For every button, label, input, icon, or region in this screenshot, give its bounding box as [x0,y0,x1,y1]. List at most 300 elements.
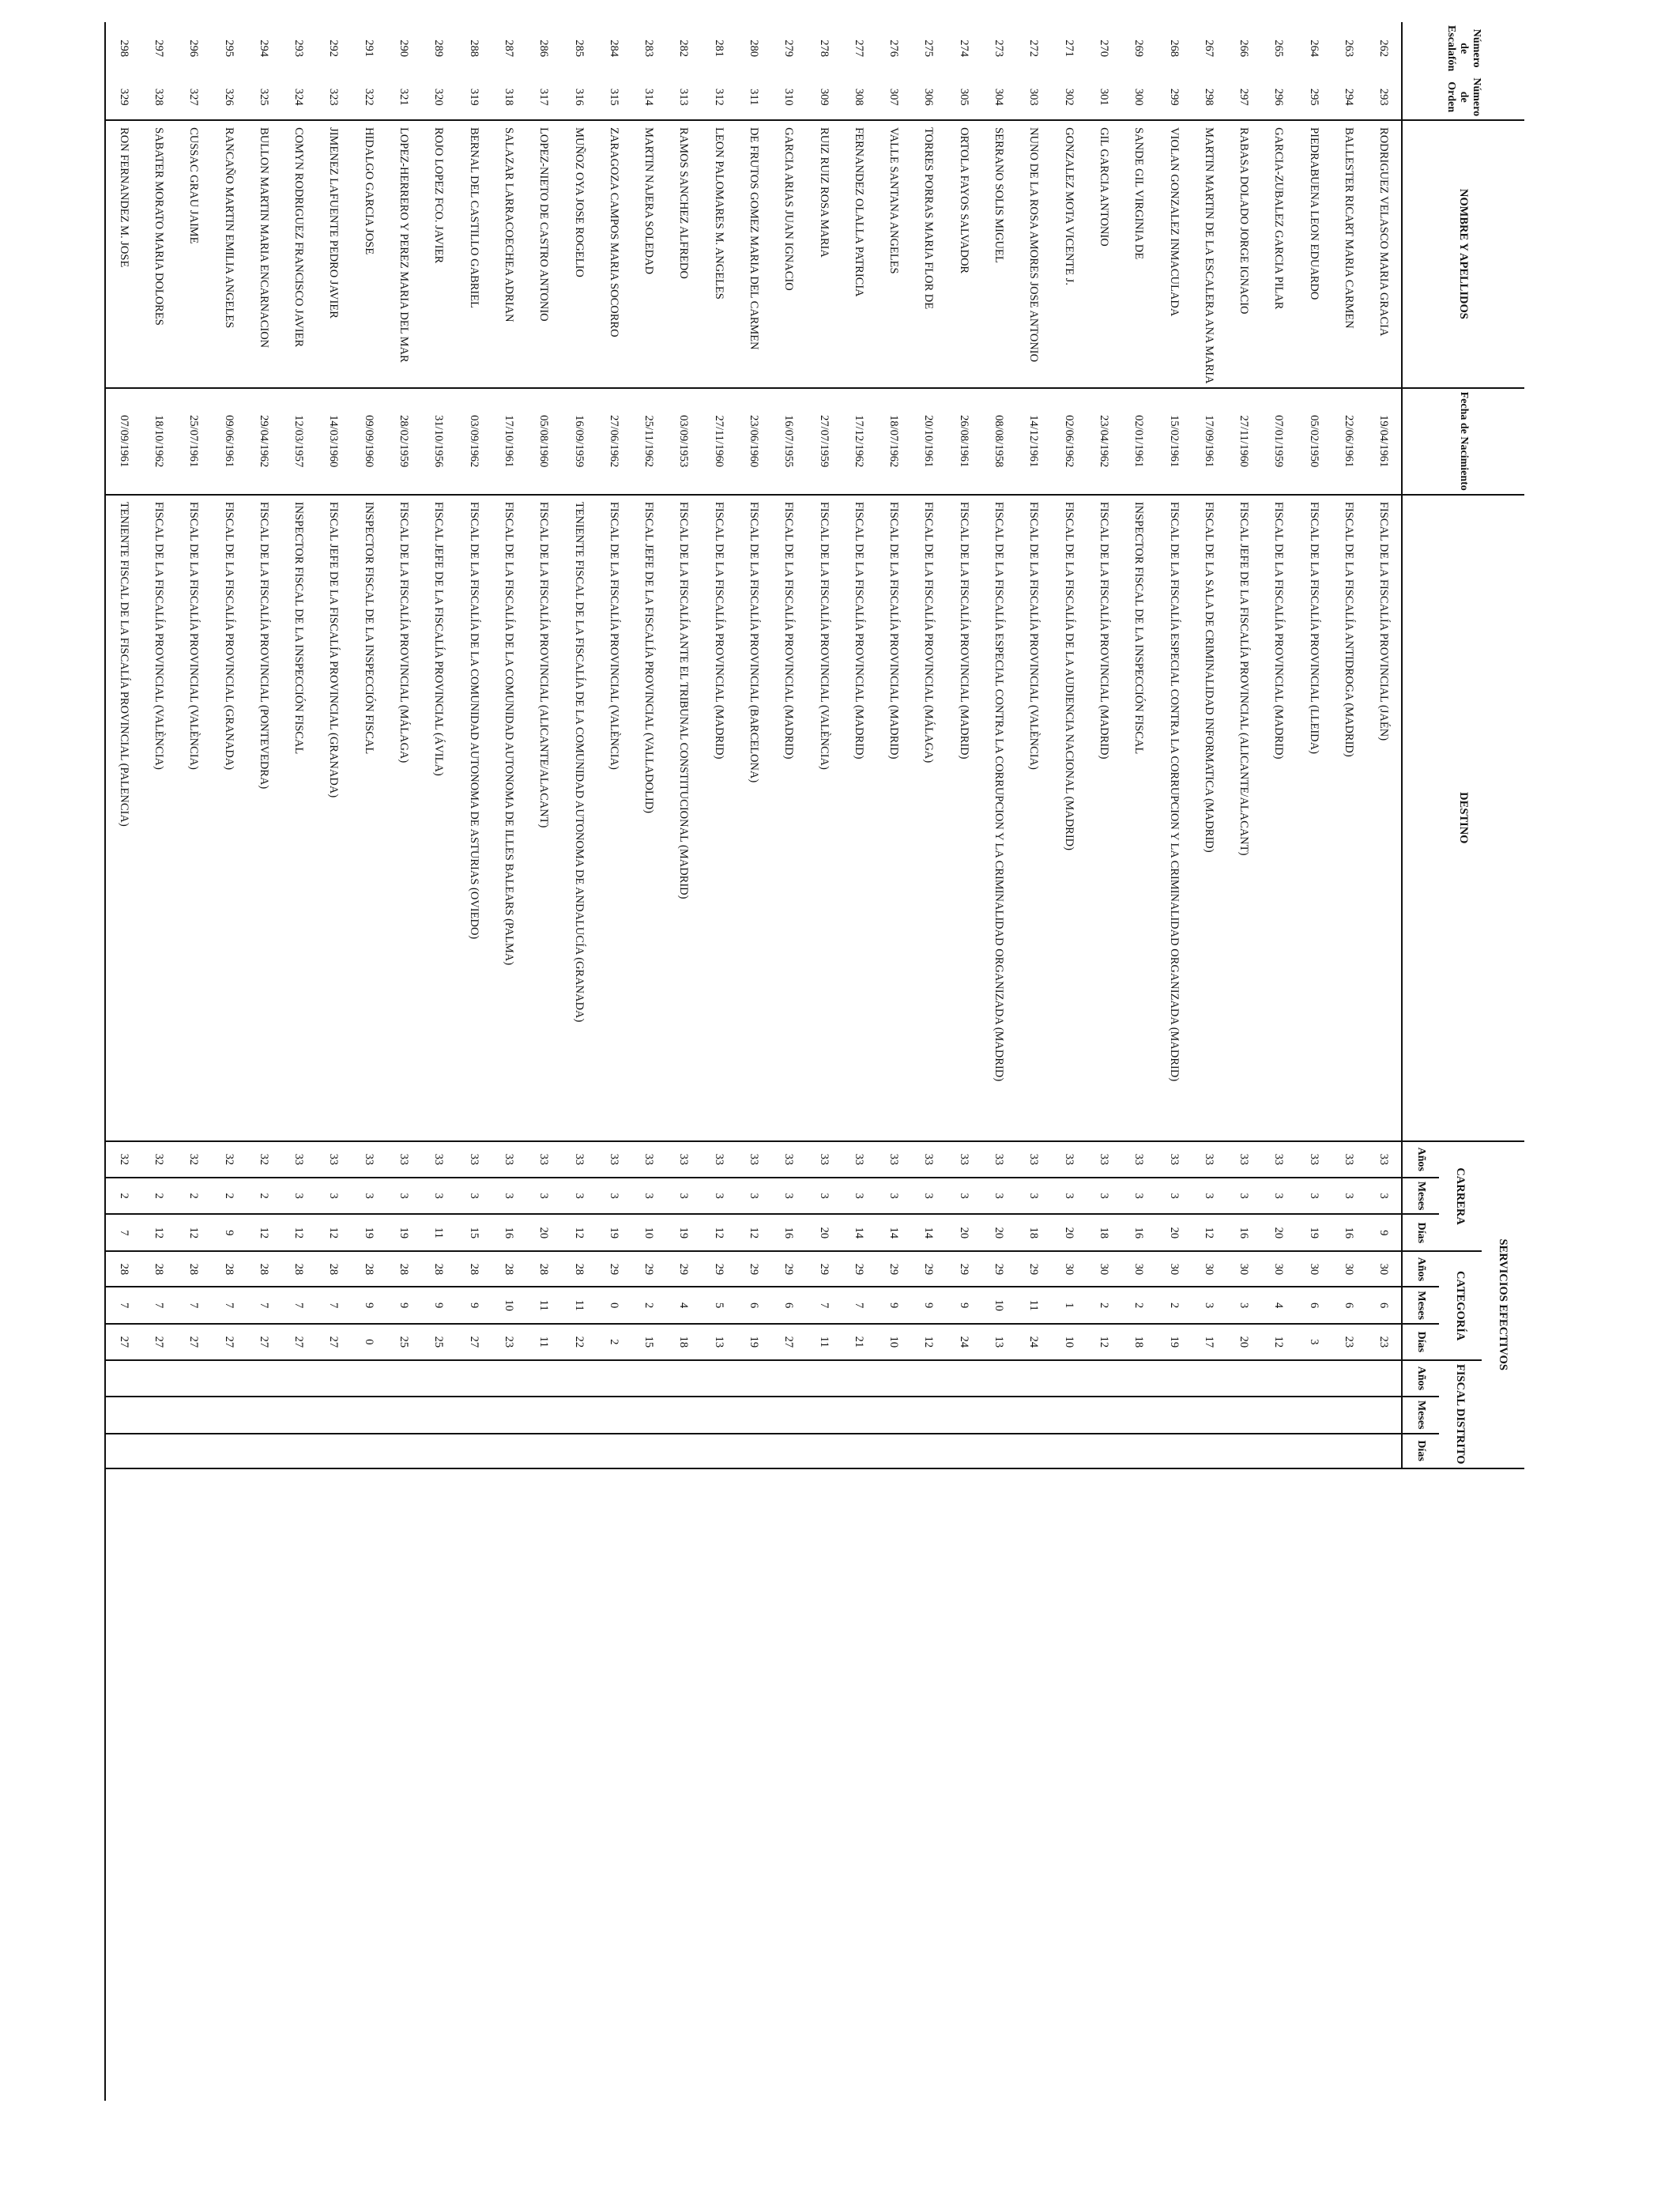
cell-carrera-meses: 3 [1226,1178,1261,1215]
cell-carrera-anos: 33 [701,1141,736,1178]
cell-destino: TENIENTE FISCAL DE LA FISCALÍA PROVINCIAL (PALENCIA) [105,495,141,1141]
cell-categoria-meses: 9 [386,1287,420,1324]
cell-fiscal-anos [491,1360,525,1397]
cell-categoria-anos: 29 [1016,1251,1051,1287]
cell-fiscal-anos [806,1360,841,1397]
cell-numero-orden: 314 [631,74,665,120]
cell-categoria-anos: 30 [1261,1251,1296,1287]
header-line: Escalafón [1445,25,1457,72]
header-line: de [1458,43,1470,55]
cell-nombre: MUÑOZ OYA JOSE ROGELIO [561,120,596,388]
cell-fiscal-dias [771,1434,806,1468]
cell-nombre: PIEDRABUENA LEON EDUARDO [1296,120,1331,388]
table-header [1402,22,1524,2101]
cell-carrera-dias: 14 [911,1214,946,1251]
cell-fecha: 12/03/1957 [281,388,316,495]
table-row [1156,22,1191,2101]
cell-fiscal-dias [1016,1434,1051,1468]
cell-destino: FISCAL DE LA FISCALÍA PROVINCIAL (ALICANTE/ALACANT) [526,495,561,1141]
cell-fecha: 20/10/1961 [911,388,946,495]
cell-fiscal-dias [281,1434,316,1468]
cell-fiscal-anos [316,1360,351,1397]
table-row [596,22,631,2101]
cell-numero-escalafon: 286 [537,40,551,58]
cell-numero-orden: 324 [281,74,316,120]
table-row [1051,22,1086,2101]
cell-carrera-anos: 32 [246,1141,281,1178]
cell-numero-escalafon: 282 [677,40,691,58]
table-row [105,22,141,2101]
cell-carrera-dias: 19 [386,1214,420,1251]
cell-fiscal-meses [316,1397,351,1434]
cell-numero-escalafon: 263 [1343,40,1356,58]
cell-fecha: 26/08/1961 [946,388,981,495]
cell-numero-orden: 318 [491,74,525,120]
cell-fiscal-anos [1086,1360,1121,1397]
cell-categoria-meses: 4 [666,1287,701,1324]
header-numero-escalafon [1402,22,1524,74]
cell-numero-orden: 305 [946,74,981,120]
cell-nombre: GARCIA ARIAS JUAN IGNACIO [771,120,806,388]
cell-carrera-anos: 32 [176,1141,211,1178]
cell-carrera-anos: 33 [806,1141,841,1178]
cell-destino: FISCAL DE LA FISCALÍA PROVINCIAL (MÁLAGA) [911,495,946,1141]
cell-numero-orden: 327 [176,74,211,120]
cell-blank [491,1468,525,2101]
cell-carrera-anos: 33 [281,1141,316,1178]
cell-carrera-anos: 32 [211,1141,246,1178]
header-blank [1402,1468,1524,2101]
cell-fiscal-dias [386,1434,420,1468]
cell-fecha: 17/09/1961 [1191,388,1226,495]
cell-fiscal-anos [561,1360,596,1397]
table-row [1016,22,1051,2101]
cell-blank [141,1468,175,2101]
cell-carrera-anos: 33 [1226,1141,1261,1178]
cell-fiscal-meses [1121,1397,1156,1434]
cell-categoria-meses: 11 [526,1287,561,1324]
cell-categoria-dias: 22 [561,1324,596,1360]
cell-fiscal-dias [351,1434,386,1468]
cell-categoria-dias: 25 [421,1324,456,1360]
cell-carrera-anos: 33 [526,1141,561,1178]
cell-carrera-anos: 33 [491,1141,525,1178]
cell-fecha: 27/11/1960 [1226,388,1261,495]
cell-fiscal-meses [981,1397,1015,1434]
cell-carrera-dias: 12 [281,1214,316,1251]
cell-fecha: 19/04/1961 [1366,388,1402,495]
cell-numero-escalafon: 270 [1097,40,1110,58]
table-row [1226,22,1261,2101]
cell-fiscal-anos [701,1360,736,1397]
table-row [526,22,561,2101]
table-row [736,22,770,2101]
cell-fiscal-anos [911,1360,946,1397]
cell-categoria-anos: 28 [351,1251,386,1287]
cell-carrera-meses: 3 [1296,1178,1331,1215]
cell-carrera-meses: 3 [281,1178,316,1215]
cell-destino: FISCAL DE LA FISCALÍA PROVINCIAL (MADRID) [1261,495,1296,1141]
cell-destino: FISCAL DE LA FISCALÍA PROVINCIAL (VALÈNCIA) [596,495,631,1141]
cell-nombre: BALLESTER RICART MARIA CARMEN [1331,120,1365,388]
cell-categoria-anos: 29 [736,1251,770,1287]
cell-destino: FISCAL DE LA FISCALÍA DE LA AUDIENCIA NACIONAL (MADRID) [1051,495,1086,1141]
cell-categoria-meses: 10 [491,1287,525,1324]
cell-carrera-meses: 3 [736,1178,770,1215]
cell-categoria-anos: 28 [421,1251,456,1287]
cell-carrera-meses: 3 [1366,1178,1402,1215]
cell-carrera-meses: 3 [771,1178,806,1215]
cell-numero-escalafon: 277 [852,40,865,58]
cell-fiscal-meses [736,1397,770,1434]
cell-fiscal-dias [1156,1434,1191,1468]
cell-carrera-dias: 16 [1331,1214,1365,1251]
cell-carrera-anos: 33 [351,1141,386,1178]
cell-fiscal-dias [1366,1434,1402,1468]
cell-categoria-meses: 2 [631,1287,665,1324]
cell-destino: FISCAL DE LA FISCALÍA DE LA COMUNIDAD AUTONOMA DE ILLES BALEARS (PALMA) [491,495,525,1141]
cell-categoria-dias: 2 [596,1324,631,1360]
cell-carrera-meses: 3 [841,1178,876,1215]
cell-fiscal-dias [1086,1434,1121,1468]
cell-numero-escalafon: 294 [257,40,270,58]
cell-numero-escalafon: 292 [327,40,341,58]
cell-blank [981,1468,1015,2101]
cell-numero-escalafon: 283 [642,40,656,58]
header-line: de [1458,91,1470,103]
cell-fiscal-meses [281,1397,316,1434]
table-row [246,22,281,2101]
cell-categoria-meses: 7 [841,1287,876,1324]
cell-categoria-meses: 1 [1051,1287,1086,1324]
cell-categoria-dias: 23 [1331,1324,1365,1360]
cell-categoria-dias: 27 [771,1324,806,1360]
cell-destino: FISCAL DE LA FISCALÍA PROVINCIAL (LLEIDA) [1296,495,1331,1141]
table-row [981,22,1015,2101]
cell-carrera-meses: 3 [806,1178,841,1215]
cell-fiscal-meses [141,1397,175,1434]
cell-blank [736,1468,770,2101]
cell-categoria-anos: 29 [771,1251,806,1287]
cell-blank [105,1468,141,2101]
cell-fecha: 16/09/1959 [561,388,596,495]
cell-blank [1016,1468,1051,2101]
cell-fecha: 14/03/1960 [316,388,351,495]
cell-carrera-anos: 33 [771,1141,806,1178]
cell-blank [1226,1468,1261,2101]
header-fiscal-distrito: FISCAL DISTRITO [1439,1360,1482,1468]
header-nombre: NOMBRE Y APELLIDOS [1402,120,1524,388]
cell-categoria-anos: 30 [1366,1251,1402,1287]
cell-fecha: 02/01/1961 [1121,388,1156,495]
cell-numero-orden: 304 [981,74,1015,120]
cell-carrera-dias: 20 [1156,1214,1191,1251]
cell-categoria-dias: 21 [841,1324,876,1360]
cell-carrera-dias: 14 [841,1214,876,1251]
cell-categoria-anos: 29 [701,1251,736,1287]
cell-fiscal-anos [246,1360,281,1397]
header-line: Orden [1445,81,1457,113]
cell-nombre: MARTIN NAJERA SOLEDAD [631,120,665,388]
header-categoria-anos: Años [1402,1251,1439,1287]
cell-fecha: 31/10/1956 [421,388,456,495]
cell-carrera-dias: 12 [561,1214,596,1251]
cell-carrera-dias: 19 [1296,1214,1331,1251]
cell-carrera-dias: 19 [596,1214,631,1251]
cell-blank [351,1468,386,2101]
cell-fecha: 22/06/1961 [1331,388,1365,495]
cell-categoria-dias: 19 [736,1324,770,1360]
cell-categoria-meses: 9 [946,1287,981,1324]
cell-carrera-anos: 33 [631,1141,665,1178]
cell-fiscal-dias [1331,1434,1365,1468]
escalafon-table [104,22,1524,2101]
cell-fecha: 02/06/1962 [1051,388,1086,495]
cell-categoria-dias: 11 [526,1324,561,1360]
cell-fiscal-dias [736,1434,770,1468]
cell-destino: FISCAL DE LA FISCALÍA PROVINCIAL (PONTEVEDRA) [246,495,281,1141]
cell-destino: FISCAL DE LA FISCALÍA PROVINCIAL (MADRID) [876,495,911,1141]
cell-categoria-anos: 28 [316,1251,351,1287]
cell-blank [456,1468,491,2101]
cell-fiscal-anos [596,1360,631,1397]
cell-destino: FISCAL DE LA FISCALÍA DE LA COMUNIDAD AUTONOMA DE ASTURIAS (OVIEDO) [456,495,491,1141]
cell-blank [316,1468,351,2101]
cell-nombre: DE FRUTOS GOMEZ MARIA DEL CARMEN [736,120,770,388]
cell-carrera-meses: 3 [1156,1178,1191,1215]
cell-numero-escalafon: 276 [887,40,901,58]
cell-nombre: RUIZ RUIZ ROSA MARIA [806,120,841,388]
table-row [946,22,981,2101]
cell-categoria-dias: 10 [876,1324,911,1360]
cell-categoria-anos: 29 [806,1251,841,1287]
cell-categoria-dias: 27 [176,1324,211,1360]
cell-categoria-dias: 24 [946,1324,981,1360]
cell-numero-escalafon: 274 [957,40,970,58]
cell-categoria-anos: 28 [281,1251,316,1287]
cell-fiscal-meses [211,1397,246,1434]
cell-nombre: LEON PALOMARES M. ANGELES [701,120,736,388]
cell-categoria-dias: 0 [351,1324,386,1360]
cell-carrera-dias: 19 [351,1214,386,1251]
header-categoria: CATEGORÍA [1439,1251,1482,1360]
cell-destino: FISCAL DE LA FISCALÍA ESPECIAL CONTRA LA CORRUPCION Y LA CRIMINALIDAD ORGANIZADA (MADRID) [981,495,1015,1141]
cell-carrera-dias: 12 [176,1214,211,1251]
cell-categoria-dias: 12 [911,1324,946,1360]
cell-numero-orden: 296 [1261,74,1296,120]
header-numero-orden [1402,74,1524,120]
cell-carrera-anos: 33 [1121,1141,1156,1178]
cell-destino: TENIENTE FISCAL DE LA FISCALÍA DE LA COMUNIDAD AUTONOMA DE ANDALUCÍA (GRANADA) [561,495,596,1141]
cell-carrera-anos: 33 [456,1141,491,1178]
cell-carrera-dias: 16 [1226,1214,1261,1251]
cell-carrera-dias: 9 [211,1214,246,1251]
cell-numero-orden: 321 [386,74,420,120]
cell-destino: FISCAL JEFE DE LA FISCALÍA PROVINCIAL (ÁVILA) [421,495,456,1141]
cell-fecha: 25/11/1962 [631,388,665,495]
cell-categoria-meses: 6 [1296,1287,1331,1324]
cell-carrera-dias: 20 [806,1214,841,1251]
cell-fiscal-dias [1121,1434,1156,1468]
cell-numero-escalafon: 280 [748,40,761,58]
cell-fiscal-dias [526,1434,561,1468]
cell-nombre: COMYN RODRIGUEZ FRANCISCO JAVIER [281,120,316,388]
cell-fiscal-meses [1191,1397,1226,1434]
cell-fiscal-anos [105,1360,141,1397]
cell-categoria-meses: 7 [281,1287,316,1324]
cell-fiscal-meses [105,1397,141,1434]
cell-fiscal-anos [981,1360,1015,1397]
cell-destino: INSPECTOR FISCAL DE LA INSPECCIÓN FISCAL [281,495,316,1141]
table-row [281,22,316,2101]
cell-destino: FISCAL DE LA FISCALÍA PROVINCIAL (BARCELONA) [736,495,770,1141]
cell-carrera-dias: 9 [1366,1214,1402,1251]
cell-fiscal-dias [596,1434,631,1468]
cell-numero-orden: 293 [1366,74,1402,120]
header-fiscal-dias: Días [1402,1434,1439,1468]
cell-carrera-meses: 3 [386,1178,420,1215]
cell-carrera-anos: 33 [1191,1141,1226,1178]
cell-carrera-meses: 3 [631,1178,665,1215]
cell-numero-escalafon: 267 [1202,40,1215,58]
cell-destino: FISCAL DE LA FISCALÍA PROVINCIAL (JAÉN) [1366,495,1402,1141]
cell-categoria-meses: 11 [1016,1287,1051,1324]
cell-carrera-meses: 2 [105,1178,141,1215]
cell-categoria-anos: 28 [386,1251,420,1287]
cell-nombre: GARCIA-ZUBALEZ GARCIA PILAR [1261,120,1296,388]
cell-carrera-dias: 14 [876,1214,911,1251]
cell-categoria-meses: 7 [211,1287,246,1324]
cell-fiscal-meses [1296,1397,1331,1434]
cell-destino: FISCAL DE LA FISCALÍA PROVINCIAL (VALÈNCIA) [1016,495,1051,1141]
cell-fiscal-meses [911,1397,946,1434]
table-row [491,22,525,2101]
cell-categoria-dias: 27 [211,1324,246,1360]
cell-numero-orden: 320 [421,74,456,120]
cell-blank [876,1468,911,2101]
cell-fiscal-anos [1191,1360,1226,1397]
cell-carrera-meses: 3 [981,1178,1015,1215]
cell-nombre: JIMENEZ LAFUENTE PEDRO JAVIER [316,120,351,388]
cell-numero-orden: 317 [526,74,561,120]
cell-fecha: 07/09/1961 [105,388,141,495]
cell-categoria-meses: 9 [351,1287,386,1324]
cell-categoria-meses: 9 [456,1287,491,1324]
header-carrera: CARRERA [1439,1141,1482,1252]
cell-nombre: MARTIN MARTIN DE LA ESCALERA ANA MARIA [1191,120,1226,388]
cell-nombre: SERRANO SOLIS MIGUEL [981,120,1015,388]
cell-nombre: RODRIGUEZ VELASCO MARIA GRACIA [1366,120,1402,388]
cell-fiscal-dias [1191,1434,1226,1468]
table-row [456,22,491,2101]
cell-carrera-meses: 2 [176,1178,211,1215]
cell-carrera-dias: 12 [736,1214,770,1251]
cell-numero-orden: 329 [105,74,141,120]
cell-nombre: SABATER MORATO MARIA DOLORES [141,120,175,388]
cell-blank [1051,1468,1086,2101]
cell-carrera-meses: 3 [1121,1178,1156,1215]
cell-categoria-meses: 6 [1366,1287,1402,1324]
cell-fiscal-anos [876,1360,911,1397]
cell-fiscal-anos [1331,1360,1365,1397]
cell-categoria-dias: 20 [1226,1324,1261,1360]
cell-blank [176,1468,211,2101]
cell-fiscal-anos [736,1360,770,1397]
table-row [1121,22,1156,2101]
cell-numero-orden: 322 [351,74,386,120]
cell-categoria-meses: 4 [1261,1287,1296,1324]
cell-categoria-dias: 27 [316,1324,351,1360]
cell-fecha: 17/12/1962 [841,388,876,495]
cell-nombre: RAMOS SANCHEZ ALFREDO [666,120,701,388]
cell-carrera-dias: 19 [666,1214,701,1251]
cell-destino: FISCAL DE LA FISCALÍA PROVINCIAL (VALÈNCIA) [176,495,211,1141]
cell-carrera-dias: 11 [421,1214,456,1251]
cell-numero-orden: 303 [1016,74,1051,120]
cell-categoria-anos: 29 [596,1251,631,1287]
cell-fiscal-anos [456,1360,491,1397]
cell-nombre: BULLON MARTIN MARIA ENCARNACION [246,120,281,388]
cell-fiscal-anos [351,1360,386,1397]
cell-blank [281,1468,316,2101]
cell-carrera-dias: 15 [456,1214,491,1251]
cell-categoria-anos: 28 [141,1251,175,1287]
cell-numero-orden: 323 [316,74,351,120]
cell-destino: FISCAL DE LA FISCALÍA PROVINCIAL (MÁLAGA) [386,495,420,1141]
cell-fiscal-anos [1016,1360,1051,1397]
header-fiscal-meses: Meses [1402,1397,1439,1434]
table-row [911,22,946,2101]
cell-carrera-anos: 33 [316,1141,351,1178]
cell-fiscal-dias [1261,1434,1296,1468]
cell-fiscal-meses [351,1397,386,1434]
cell-fiscal-dias [701,1434,736,1468]
cell-destino: FISCAL DE LA FISCALÍA PROVINCIAL (MADRID) [841,495,876,1141]
cell-blank [561,1468,596,2101]
cell-fiscal-dias [211,1434,246,1468]
cell-fiscal-anos [1156,1360,1191,1397]
cell-destino: FISCAL DE LA SALA DE CRIMINALIDAD INFORMATICA (MADRID) [1191,495,1226,1141]
cell-numero-orden: 315 [596,74,631,120]
table-row [386,22,420,2101]
cell-fecha: 03/09/1962 [456,388,491,495]
header-categoria-meses: Meses [1402,1287,1439,1324]
cell-nombre: LOPEZ-HERRERO Y PEREZ MARIA DEL MAR [386,120,420,388]
cell-fecha: 09/06/1961 [211,388,246,495]
cell-blank [631,1468,665,2101]
cell-numero-orden: 297 [1226,74,1261,120]
cell-categoria-dias: 18 [666,1324,701,1360]
cell-fiscal-anos [211,1360,246,1397]
cell-categoria-dias: 13 [981,1324,1015,1360]
cell-numero-escalafon: 296 [187,40,201,58]
cell-fiscal-meses [1051,1397,1086,1434]
header-servicios: SERVICIOS EFECTIVOS [1482,1141,1524,1468]
cell-categoria-meses: 7 [246,1287,281,1324]
cell-fiscal-dias [1296,1434,1331,1468]
cell-categoria-meses: 6 [1331,1287,1365,1324]
cell-nombre: GONZALEZ MOTA VICENTE J. [1051,120,1086,388]
cell-categoria-meses: 10 [981,1287,1015,1324]
cell-carrera-dias: 16 [1121,1214,1156,1251]
cell-destino: FISCAL DE LA FISCALÍA PROVINCIAL (VALÈNCIA) [141,495,175,1141]
cell-carrera-anos: 32 [141,1141,175,1178]
cell-numero-escalafon: 285 [572,40,586,58]
cell-fiscal-anos [1121,1360,1156,1397]
cell-carrera-anos: 33 [596,1141,631,1178]
cell-fiscal-meses [876,1397,911,1434]
cell-carrera-anos: 33 [386,1141,420,1178]
